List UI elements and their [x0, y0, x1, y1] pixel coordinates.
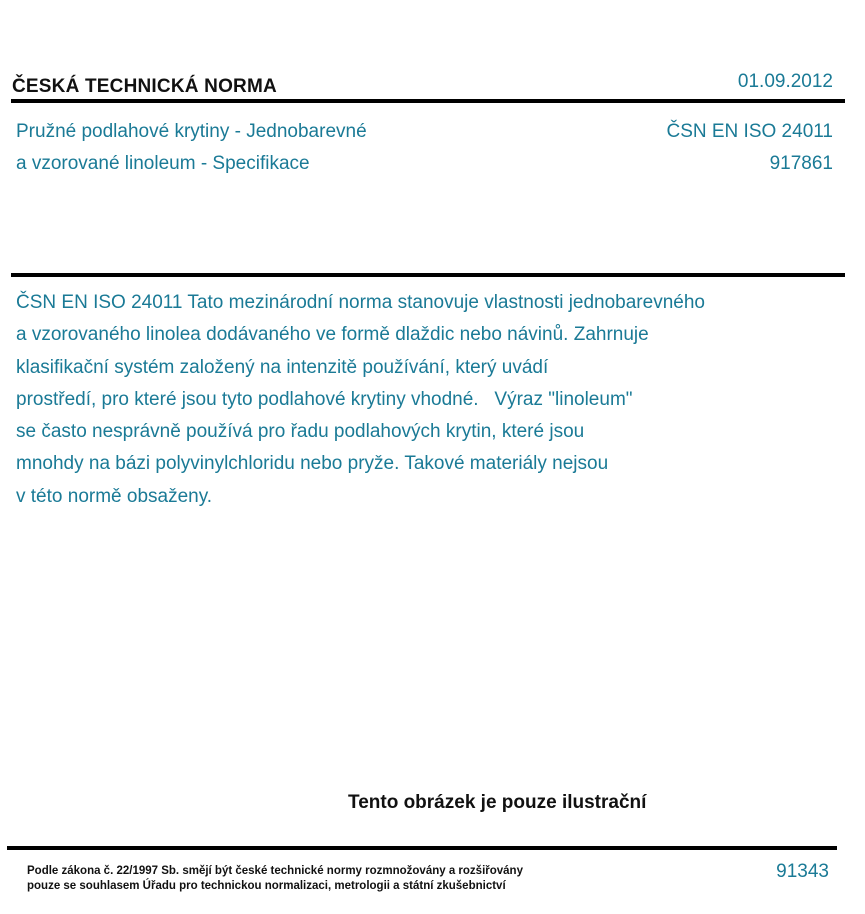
legal-notice	[27, 864, 523, 894]
abstract-line: a vzorovaného linolea dodávaného ve formě dlaždic nebo návinů. Zahrnuje	[16, 324, 649, 346]
legal-notice-line: pouze se souhlasem Úřadu pro technickou normalizaci, metrologii a státní zkušebnictví	[27, 880, 506, 892]
publication-date: 01.09.2012	[737, 71, 833, 92]
abstract-line: ČSN EN ISO 24011 Tato mezinárodní norma stanovuje vlastnosti jednobarevného	[16, 292, 705, 313]
standard-title-line: Pružné podlahové krytiny - Jednobarevné	[16, 121, 367, 142]
abstract-line: v této normě obsaženy.	[16, 485, 213, 507]
middle-divider	[11, 273, 845, 277]
abstract-text	[16, 287, 705, 513]
top-divider	[11, 99, 845, 103]
abstract-line: prostředí, pro které jsou tyto podlahové krytiny vhodné. Výraz "linoleum"	[16, 388, 633, 410]
catalog-number: 917861	[769, 153, 833, 174]
illustration-note: Tento obrázek je pouze ilustrační	[348, 792, 647, 813]
abstract-line: mnohdy na bázi polyvinylchloridu nebo pryže. Takové materiály nejsou	[16, 453, 609, 475]
standard-identifiers	[666, 116, 833, 180]
bottom-divider	[7, 846, 837, 850]
standard-designation: ČSN EN ISO 24011	[666, 121, 833, 142]
abstract-line: klasifikační systém založený na intenzitě používání, který uvádí	[16, 356, 549, 378]
document-heading: ČESKÁ TECHNICKÁ NORMA	[12, 76, 277, 97]
standard-title	[16, 116, 367, 180]
footer-code: 91343	[776, 861, 829, 882]
legal-notice-line: Podle zákona č. 22/1997 Sb. smějí být české technické normy rozmnožovány a rozšiřovány	[27, 865, 523, 877]
abstract-line: se často nesprávně používá pro řadu podlahových krytin, které jsou	[16, 421, 585, 443]
standard-title-line: a vzorované linoleum - Specifikace	[16, 153, 310, 174]
